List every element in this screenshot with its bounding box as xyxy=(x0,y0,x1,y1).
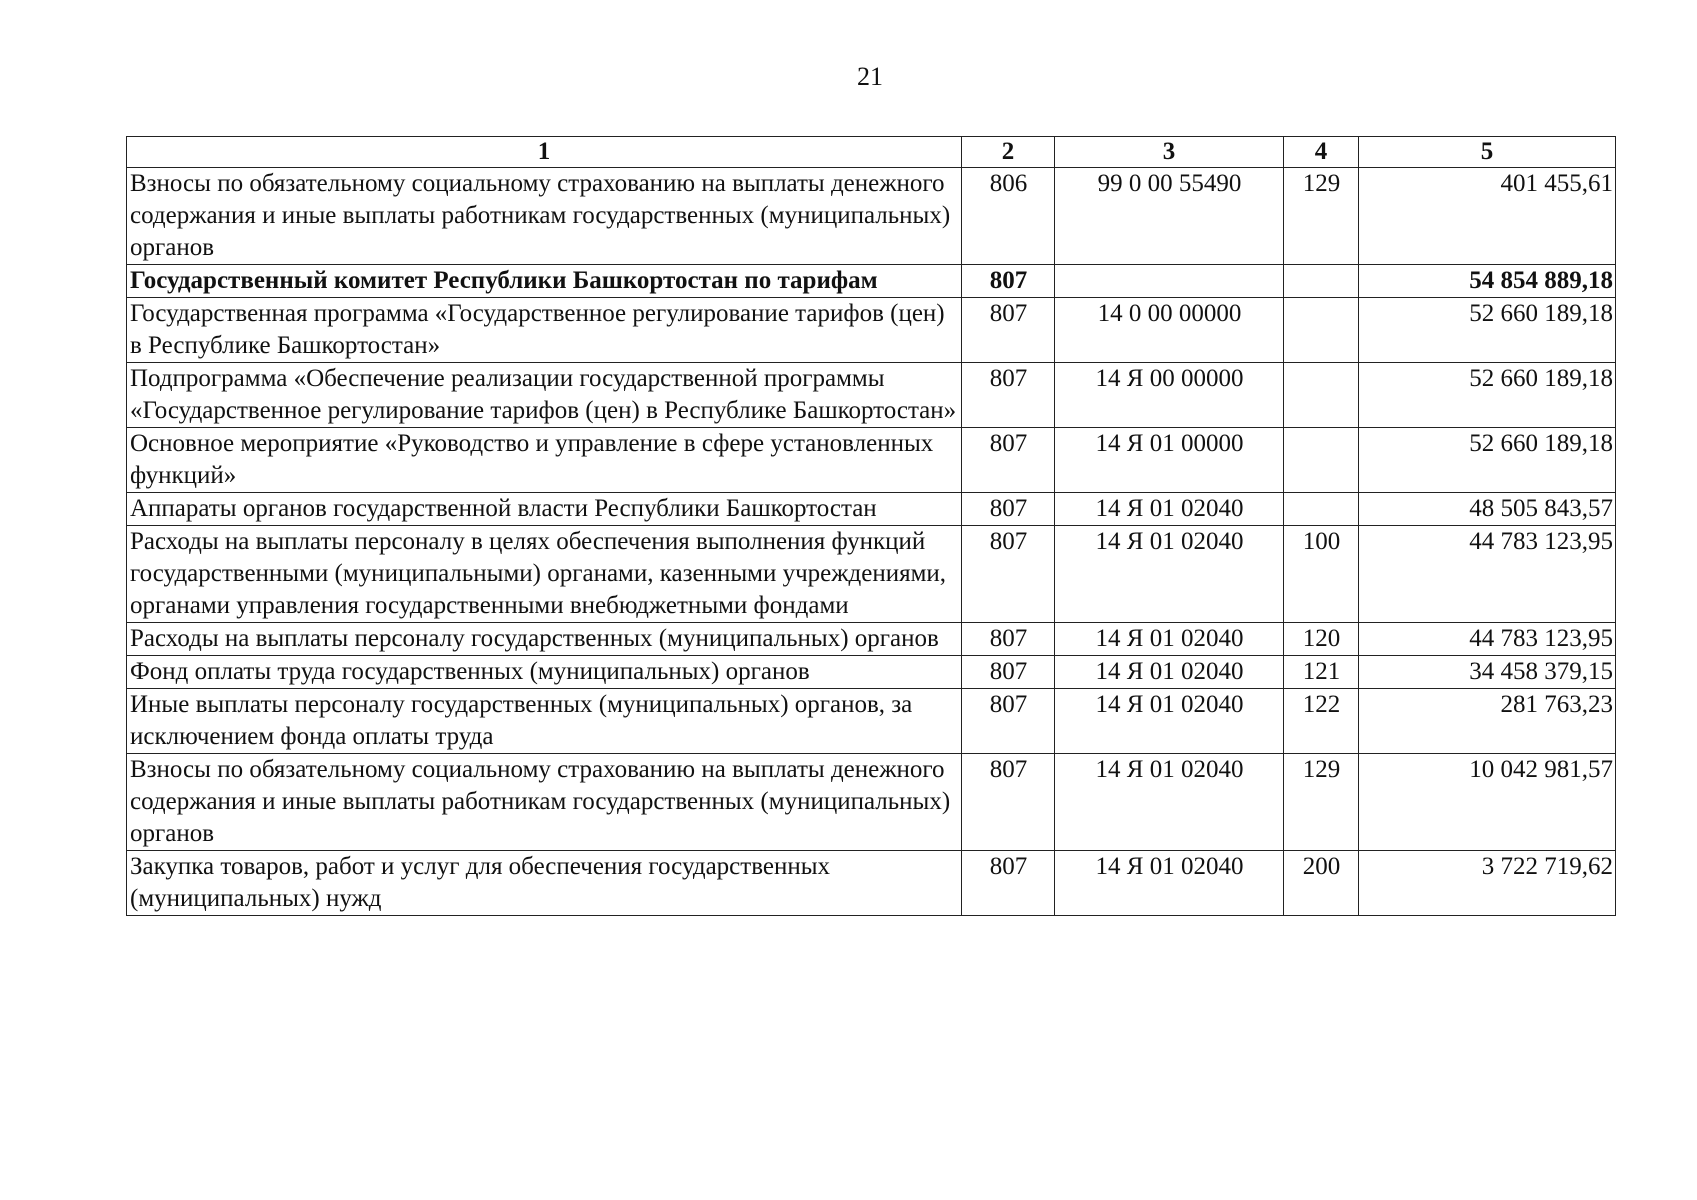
row-code-cell: 807 xyxy=(962,363,1055,428)
row-code-cell: 807 xyxy=(962,754,1055,851)
table-row xyxy=(127,168,1616,265)
row-target-code-cell: 14 Я 01 02040 xyxy=(1055,623,1284,656)
budget-table xyxy=(126,136,1616,916)
row-target-code-cell: 14 Я 01 02040 xyxy=(1055,754,1284,851)
row-expense-type-cell: 129 xyxy=(1284,168,1359,265)
table-row xyxy=(127,689,1616,754)
row-name-cell: Взносы по обязательному социальному страхованию на выплаты денежного содержания и иные выплаты работникам государственных (муниципальных) органов xyxy=(127,168,962,265)
row-code-cell: 806 xyxy=(962,168,1055,265)
row-code-cell: 807 xyxy=(962,623,1055,656)
row-expense-type-cell: 120 xyxy=(1284,623,1359,656)
row-code-cell: 807 xyxy=(962,493,1055,526)
row-name-cell: Иные выплаты персоналу государственных (муниципальных) органов, за исключением фонда оплаты труда xyxy=(127,689,962,754)
row-name-cell: Расходы на выплаты персоналу государственных (муниципальных) органов xyxy=(127,623,962,656)
row-amount-cell: 52 660 189,18 xyxy=(1359,363,1616,428)
row-amount-cell: 44 783 123,95 xyxy=(1359,526,1616,623)
table-row xyxy=(127,526,1616,623)
row-name-cell: Взносы по обязательному социальному страхованию на выплаты денежного содержания и иные выплаты работникам государственных (муниципальных) органов xyxy=(127,754,962,851)
row-code-cell: 807 xyxy=(962,656,1055,689)
column-header-1: 1 xyxy=(127,137,962,168)
row-expense-type-cell: 121 xyxy=(1284,656,1359,689)
page-number: 21 xyxy=(857,62,883,91)
row-target-code-cell xyxy=(1055,265,1284,298)
row-amount-cell: 3 722 719,62 xyxy=(1359,851,1616,916)
row-name-cell: Закупка товаров, работ и услуг для обеспечения государственных (муниципальных) нужд xyxy=(127,851,962,916)
table-row xyxy=(127,298,1616,363)
table-row xyxy=(127,754,1616,851)
table-row xyxy=(127,363,1616,428)
row-expense-type-cell: 129 xyxy=(1284,754,1359,851)
row-code-cell: 807 xyxy=(962,428,1055,493)
row-code-cell: 807 xyxy=(962,298,1055,363)
row-amount-cell: 48 505 843,57 xyxy=(1359,493,1616,526)
row-amount-cell: 52 660 189,18 xyxy=(1359,428,1616,493)
row-name-cell: Государственный комитет Республики Башкортостан по тарифам xyxy=(127,265,962,298)
row-amount-cell: 281 763,23 xyxy=(1359,689,1616,754)
row-code-cell: 807 xyxy=(962,526,1055,623)
row-amount-cell: 401 455,61 xyxy=(1359,168,1616,265)
row-amount-cell: 10 042 981,57 xyxy=(1359,754,1616,851)
column-header-2: 2 xyxy=(962,137,1055,168)
row-code-cell: 807 xyxy=(962,851,1055,916)
table-row xyxy=(127,623,1616,656)
row-expense-type-cell: 122 xyxy=(1284,689,1359,754)
table-row xyxy=(127,493,1616,526)
row-expense-type-cell xyxy=(1284,265,1359,298)
row-expense-type-cell xyxy=(1284,363,1359,428)
row-target-code-cell: 14 Я 01 02040 xyxy=(1055,689,1284,754)
table-row xyxy=(127,428,1616,493)
row-code-cell: 807 xyxy=(962,265,1055,298)
row-target-code-cell: 14 0 00 00000 xyxy=(1055,298,1284,363)
row-target-code-cell: 99 0 00 55490 xyxy=(1055,168,1284,265)
table-header-row xyxy=(127,137,1616,168)
row-code-cell: 807 xyxy=(962,689,1055,754)
budget-table-container xyxy=(126,136,1616,916)
row-name-cell: Аппараты органов государственной власти Республики Башкортостан xyxy=(127,493,962,526)
table-body xyxy=(127,168,1616,916)
row-target-code-cell: 14 Я 01 02040 xyxy=(1055,851,1284,916)
row-name-cell: Основное мероприятие «Руководство и управление в сфере установленных функций» xyxy=(127,428,962,493)
row-name-cell: Подпрограмма «Обеспечение реализации государственной программы «Государственное регулирование тарифов (цен) в Республике Башкортостан» xyxy=(127,363,962,428)
row-target-code-cell: 14 Я 01 02040 xyxy=(1055,493,1284,526)
row-expense-type-cell: 200 xyxy=(1284,851,1359,916)
row-amount-cell: 44 783 123,95 xyxy=(1359,623,1616,656)
row-name-cell: Расходы на выплаты персоналу в целях обеспечения выполнения функций государственными (муниципальными) органами, казенными учреждениями, органами управления государственными внебюджетными фондами xyxy=(127,526,962,623)
table-row xyxy=(127,851,1616,916)
row-amount-cell: 54 854 889,18 xyxy=(1359,265,1616,298)
row-amount-cell: 52 660 189,18 xyxy=(1359,298,1616,363)
row-expense-type-cell xyxy=(1284,428,1359,493)
row-expense-type-cell xyxy=(1284,493,1359,526)
row-expense-type-cell xyxy=(1284,298,1359,363)
column-header-5: 5 xyxy=(1359,137,1616,168)
row-target-code-cell: 14 Я 01 00000 xyxy=(1055,428,1284,493)
row-name-cell: Фонд оплаты труда государственных (муниципальных) органов xyxy=(127,656,962,689)
table-row xyxy=(127,656,1616,689)
table-row xyxy=(127,265,1616,298)
row-target-code-cell: 14 Я 01 02040 xyxy=(1055,526,1284,623)
row-target-code-cell: 14 Я 01 02040 xyxy=(1055,656,1284,689)
column-header-4: 4 xyxy=(1284,137,1359,168)
row-amount-cell: 34 458 379,15 xyxy=(1359,656,1616,689)
column-header-3: 3 xyxy=(1055,137,1284,168)
row-expense-type-cell: 100 xyxy=(1284,526,1359,623)
row-target-code-cell: 14 Я 00 00000 xyxy=(1055,363,1284,428)
row-name-cell: Государственная программа «Государственное регулирование тарифов (цен) в Республике Башкортостан» xyxy=(127,298,962,363)
